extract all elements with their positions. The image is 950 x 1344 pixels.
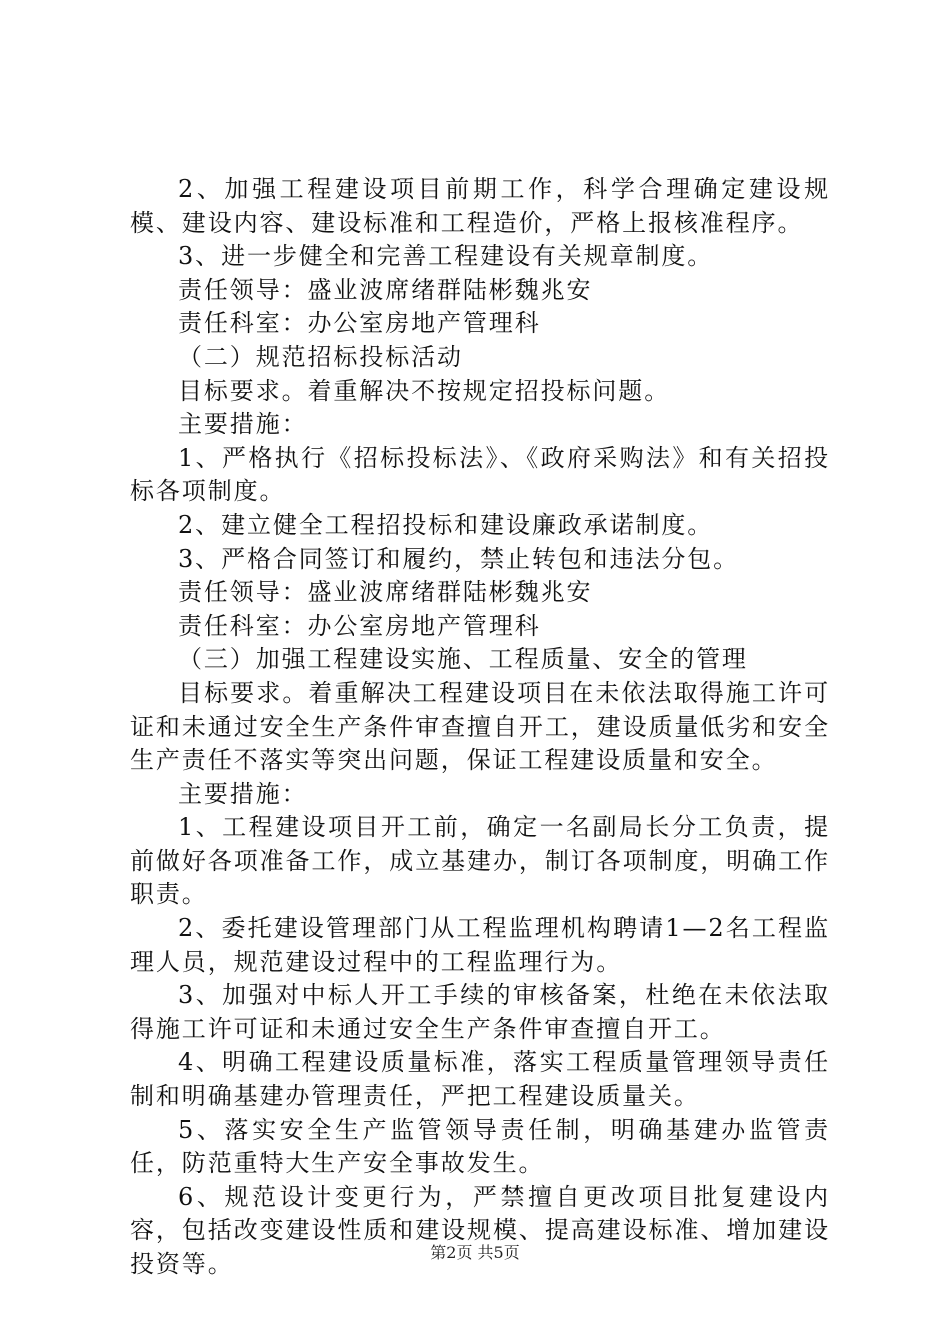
- paragraph-target-requirement: 目标要求。着重解决不按规定招投标问题。: [178, 376, 671, 405]
- paragraph-responsible-leaders: 责任领导：盛业波席绪群陆彬魏兆安: [178, 275, 593, 304]
- section-heading-bidding: （二）规范招标投标活动: [178, 342, 463, 371]
- paragraph-measure-2-preliminary-work: 2、加强工程建设项目前期工作，科学合理确定建设规模、建设内容、建设标准和工程造价，严格上报核准程序。: [130, 175, 830, 237]
- paragraph-responsible-office: 责任科室：办公室房地产管理科: [178, 611, 541, 640]
- page-number-footer: 第2页 共5页: [430, 1243, 520, 1262]
- paragraph-bidding-measure-3: 3、严格合同签订和履约，禁止转包和违法分包。: [178, 544, 740, 573]
- paragraph-target-requirement: 目标要求。着重解决工程建设项目在未依法取得施工许可证和未通过安全生产条件审查擅自开工，建设质量低劣和安全生产责任不落实等突出问题，保证工程建设质量和安全。: [130, 678, 830, 775]
- section-heading-construction-management: （三）加强工程建设实施、工程质量、安全的管理: [178, 645, 748, 674]
- paragraph-main-measures-label: 主要措施：: [178, 410, 308, 439]
- paragraph-construction-measure-1: 1、工程建设项目开工前，确定一名副局长分工负责，提前做好各项准备工作，成立基建办，制订各项制度，明确工作职责。: [130, 813, 830, 909]
- document-body: [130, 173, 830, 1282]
- paragraph-bidding-measure-1: 1、严格执行《招标投标法》、《政府采购法》和有关招投标各项制度。: [130, 443, 830, 506]
- paragraph-bidding-measure-2: 2、建立健全工程招投标和建设廉政承诺制度。: [178, 510, 714, 539]
- paragraph-construction-measure-6: 6、规范设计变更行为，严禁擅自更改项目批复建设内容，包括改变建设性质和建设规模、提高建设标准、增加建设投资等。: [130, 1182, 830, 1278]
- paragraph-construction-measure-2: 2、委托建设管理部门从工程监理机构聘请1—2名工程监理人员，规范建设过程中的工程监理行为。: [130, 914, 830, 976]
- paragraph-measure-3-regulations: 3、进一步健全和完善工程建设有关规章制度。: [178, 242, 714, 271]
- paragraph-main-measures-label: 主要措施：: [178, 779, 308, 808]
- paragraph-responsible-leaders: 责任领导：盛业波席绪群陆彬魏兆安: [178, 578, 593, 607]
- paragraph-responsible-office: 责任科室：办公室房地产管理科: [178, 309, 541, 338]
- paragraph-construction-measure-3: 3、加强对中标人开工手续的审核备案，杜绝在未依法取得施工许可证和未通过安全生产条件审查擅自开工。: [130, 981, 830, 1043]
- paragraph-construction-measure-5: 5、落实安全生产监管领导责任制，明确基建办监管责任，防范重特大生产安全事故发生。: [130, 1115, 830, 1178]
- paragraph-construction-measure-4: 4、明确工程建设质量标准，落实工程质量管理领导责任制和明确基建办管理责任，严把工程建设质量关。: [130, 1048, 830, 1111]
